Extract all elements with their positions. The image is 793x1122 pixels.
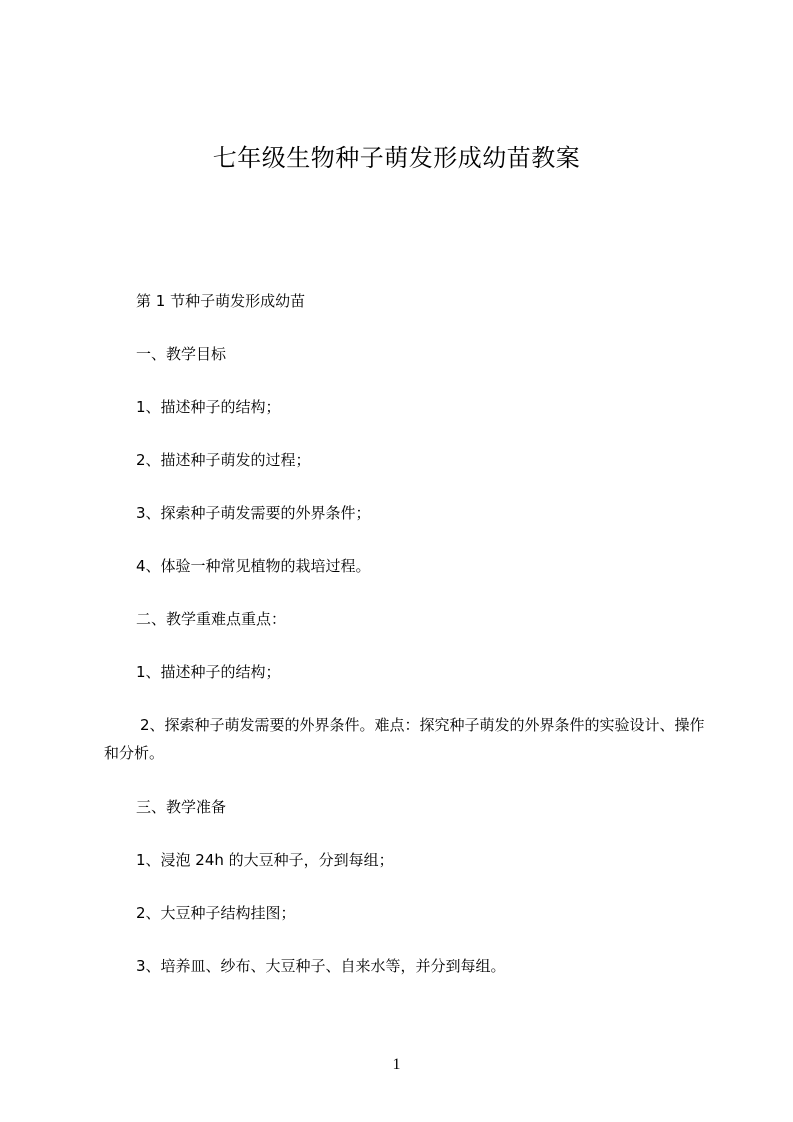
paragraph-text: 1、描述种子的结构；	[136, 663, 281, 681]
paragraph	[104, 393, 704, 421]
paragraph-text: 3、探索种子萌发需要的外界条件；	[136, 504, 371, 522]
page-number: 1	[392, 1056, 401, 1073]
paragraph-text: 1、描述种子的结构；	[136, 398, 281, 416]
paragraph	[104, 658, 704, 686]
paragraph-text: 3、培养皿、纱布、大豆种子、自来水等，并分到每组。	[136, 957, 506, 975]
paragraph-text: 第 1 节种子萌发形成幼苗	[136, 292, 306, 310]
section-heading	[104, 287, 704, 315]
paragraph: 2、探索种子萌发需要的外界条件。难点：探究种子萌发的外界条件的实验设计、操作和分析。	[104, 716, 705, 762]
paragraph-text: 2、大豆种子结构挂图；	[136, 904, 296, 922]
paragraph-text: 4、体验一种常见植物的栽培过程。	[136, 557, 371, 575]
paragraph-text: 1、浸泡 24h 的大豆种子，分到每组；	[136, 851, 394, 869]
paragraph	[104, 552, 704, 580]
paragraph	[104, 793, 704, 821]
paragraph	[104, 446, 704, 474]
paragraph	[104, 952, 704, 980]
paragraph-text: 2、描述种子萌发的过程；	[136, 451, 311, 469]
paragraph	[104, 499, 704, 527]
paragraph	[104, 605, 704, 633]
paragraph	[104, 340, 704, 368]
paragraph	[104, 846, 704, 874]
document-title: 七年级生物种子萌发形成幼苗教案	[212, 144, 581, 172]
paragraph	[104, 899, 704, 927]
paragraph-text: 二、教学重难点重点：	[136, 610, 287, 628]
paragraph-text: 一、教学目标	[136, 345, 227, 363]
paragraph-text: 三、教学准备	[136, 798, 227, 816]
